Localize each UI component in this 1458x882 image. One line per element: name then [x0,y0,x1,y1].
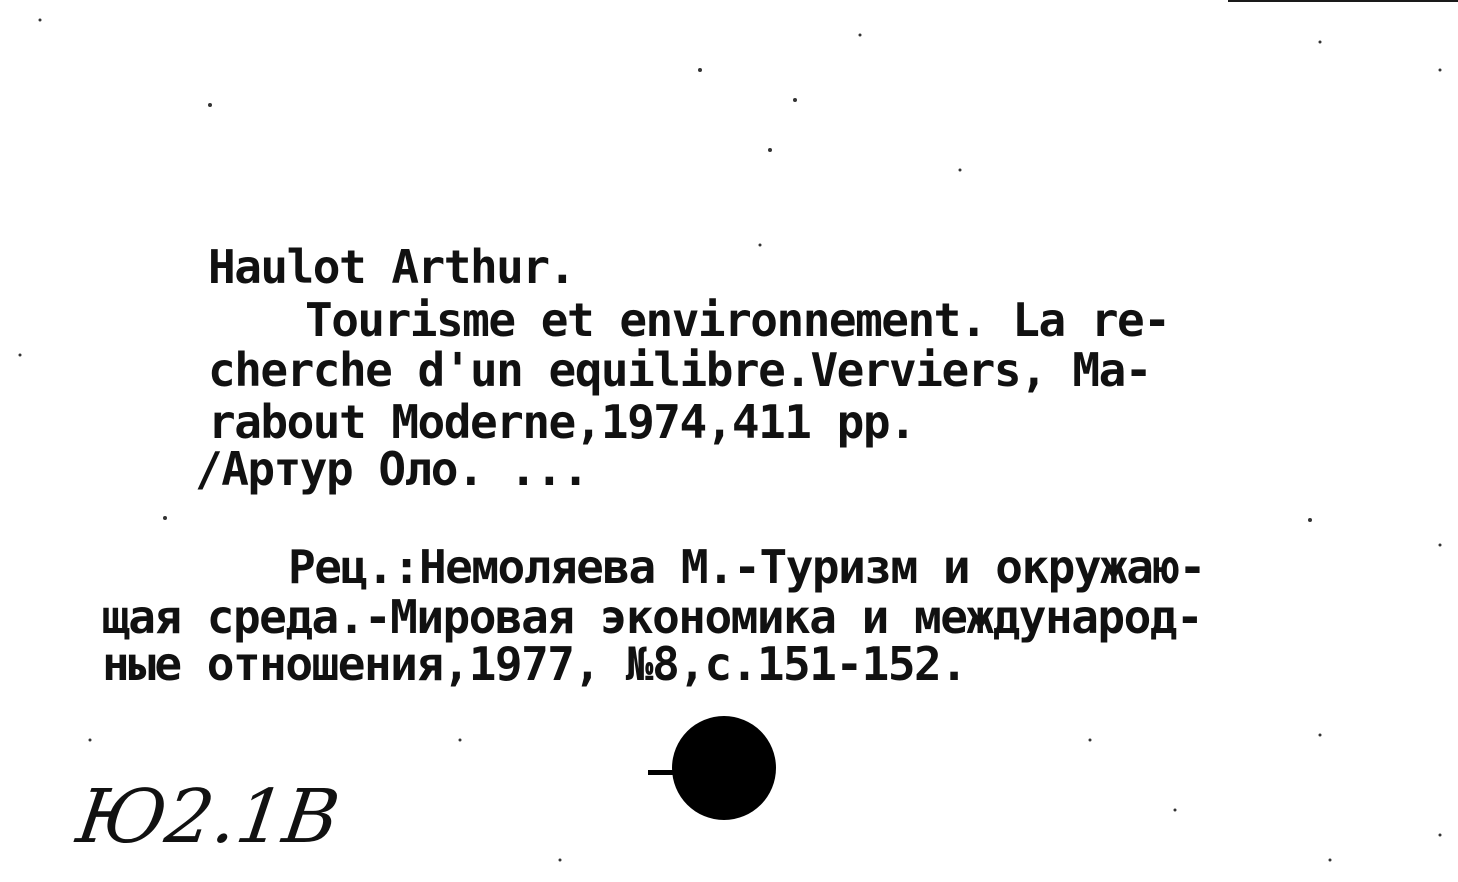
title-line-1: Tourisme et environnement. La re- [305,293,1170,347]
review-line-3: ные отношения,1977, №8,с.151-152. [102,637,967,691]
review-line-1: Рец.:Немоляева М.-Туризм и окружаю- [288,540,1205,594]
author-line: Haulot Arthur. [208,240,575,294]
title-line-3: rabout Moderne,1974,411 pp. [208,395,916,449]
title-line-2: cherche d'un equilibre.Verviers, Ma- [208,343,1151,397]
punch-hole [672,716,776,820]
review-line-2: щая среда.-Мировая экономика и международ- [102,590,1203,644]
transliteration-line: /Артур Оло. ... [195,442,588,496]
shelf-mark: Ю2.1В [71,774,345,860]
